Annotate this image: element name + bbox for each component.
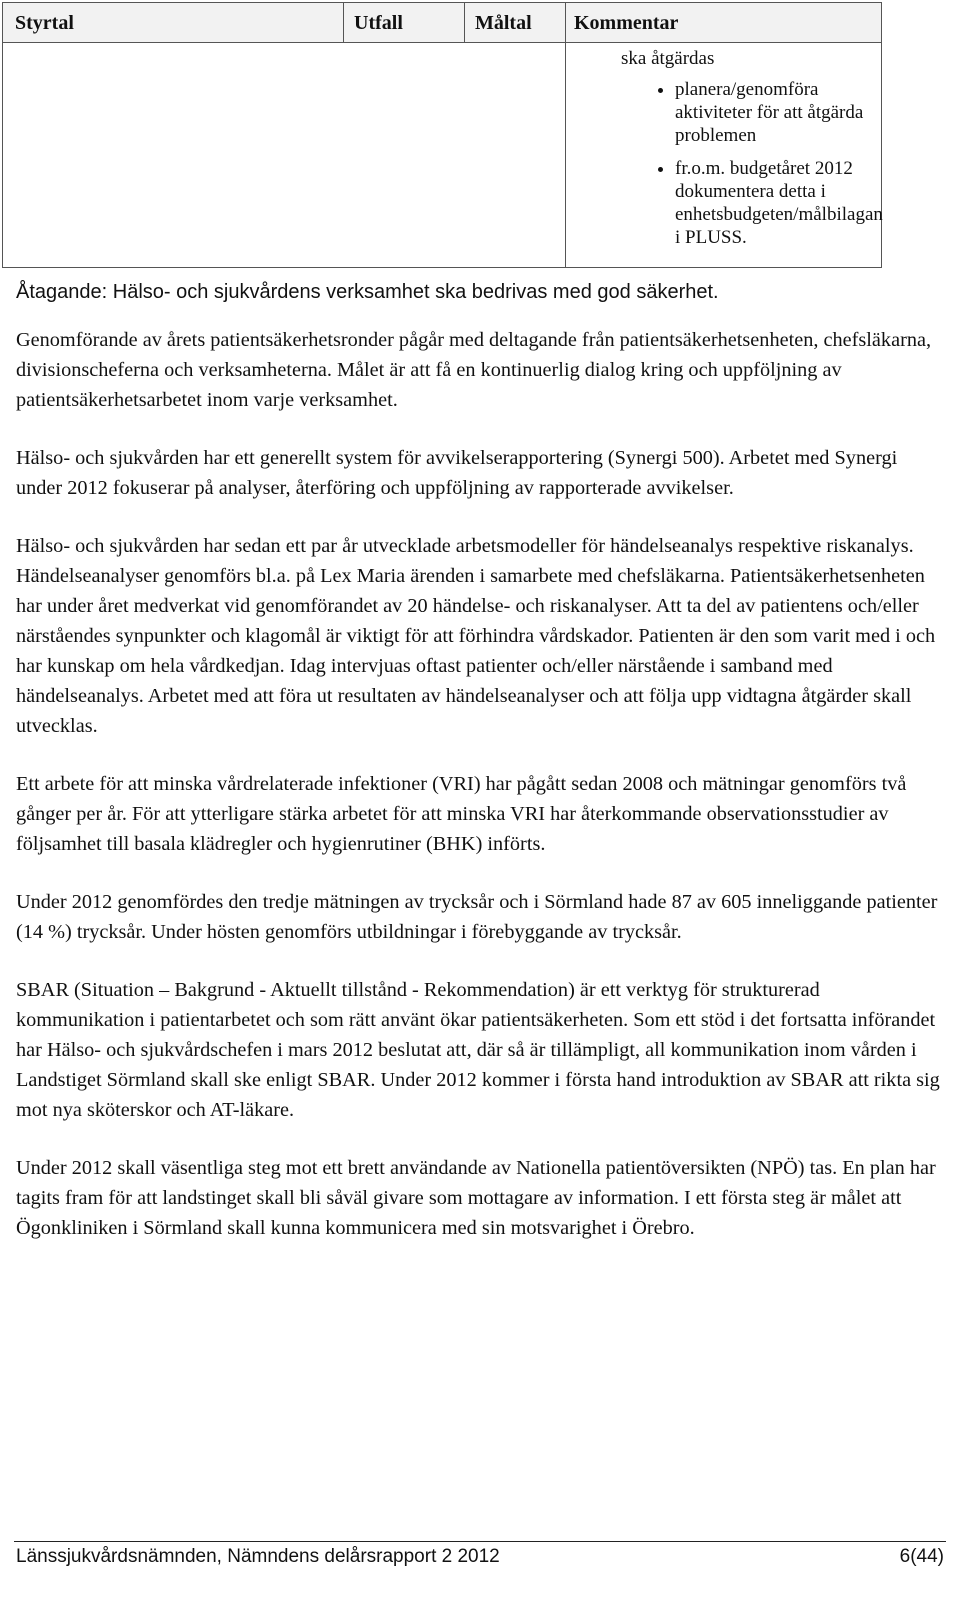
kpi-table <box>2 2 882 268</box>
header-utfall: Utfall <box>354 12 403 34</box>
footer-title: Länssjukvårdsnämnden, Nämndens delårsrapport 2 2012 <box>16 1546 500 1567</box>
paragraph: Hälso- och sjukvården har sedan ett par år utvecklade arbetsmodeller för händelseanalys respektive riskanalys. Händelseanalyser genomförs bl.a. på Lex Maria ärenden i samarbete med chefsläkarna. Patientsäkerhetsenheten har under året medverkat vid genomförandet av 20 händelse- och riskanalyser. Att ta del av patientens och/eller närståendes synpunkter och klagomål är viktigt för att förhindra vårdskador. Patienten är den som varit med i och har kunskap om hela vårdkedjan. Idag intervjuas oftast patienter och/eller närstående i samband med händelseanalys. Arbetet med att föra ut resultaten av händelseanalyser och att följa upp vidtagna åtgärder skall utvecklas. <box>16 535 936 737</box>
comment-bullet-list <box>613 78 881 249</box>
paragraph: Under 2012 skall väsentliga steg mot ett brett användande av Nationella patientöversikten (NPÖ) tas. En plan har tagits fram för att landstinget skall bli såväl givare som mottagare av information. I ett första steg är målet att Ögonkliniken i Sörmland skall kunna kommunicera med sin motsvarighet i Örebro. <box>16 1157 936 1239</box>
footer-divider <box>14 1541 946 1542</box>
page-footer <box>16 1546 944 1568</box>
table-header-row <box>3 3 881 43</box>
paragraph: Genomförande av årets patientsäkerhetsronder pågår med deltagande från patientsäkerhetsenheten, chefsläkarna, divisionscheferna och verksamheterna. Målet är att få en kontinuerlig dialog kring och uppföljning av patientsäkerhetsarbetet inom varje verksamhet. <box>16 329 932 411</box>
header-maltal: Måltal <box>475 12 532 34</box>
column-divider <box>464 3 465 43</box>
column-divider <box>343 3 344 43</box>
comment-lead: ska åtgärdas <box>621 48 715 69</box>
comment-bullet: • fr.o.m. budgetåret 2012 dokumentera detta i enhetsbudgeten/målbilagan i PLUSS. <box>675 157 881 249</box>
comment-cell <box>613 43 881 259</box>
paragraph: SBAR (Situation – Bakgrund - Aktuellt tillstånd - Rekommendation) är ett verktyg för strukturerad kommunikation i patientarbetet och som rätt använt ökar patientsäkerheten. Som ett stöd i det fortsatta införandet har Hälso- och sjukvårdschefen i mars 2012 beslutat att, där så är tillämpligt, all kommunikation inom vården i Landstiget Sörmland skall ske enligt SBAR. Under 2012 kommer i första hand introduktion av SBAR att rikta sig mot nya sköterskor och AT-läkare. <box>16 979 940 1121</box>
commitment-heading: Åtagande: Hälso- och sjukvårdens verksamhet ska bedrivas med god säkerhet. <box>16 281 719 303</box>
column-divider <box>565 3 566 267</box>
header-kommentar: Kommentar <box>574 12 679 34</box>
header-styrtal: Styrtal <box>15 12 74 34</box>
paragraph: Under 2012 genomfördes den tredje mätningen av trycksår och i Sörmland hade 87 av 605 inneliggande patienter (14 %) trycksår. Under hösten genomförs utbildningar i förebyggande av trycksår. <box>16 891 938 943</box>
page-number: 6(44) <box>899 1546 944 1567</box>
comment-bullet: • planera/genomföra aktiviteter för att åtgärda problemen <box>675 78 881 147</box>
body-text <box>16 325 946 1271</box>
paragraph: Ett arbete för att minska vårdrelaterade infektioner (VRI) har pågått sedan 2008 och mätningar genomförs två gånger per år. För att ytterligare stärka arbetet för att minska VRI har återkommande observationsstudier av följsamhet till basala klädregler och hygienrutiner (BHK) införts. <box>16 773 907 855</box>
paragraph: Hälso- och sjukvården har ett generellt system för avvikelserapportering (Synergi 500). Arbetet med Synergi under 2012 fokuserar på analyser, återföring och uppföljning av rapporterade avvikelser. <box>16 447 898 499</box>
